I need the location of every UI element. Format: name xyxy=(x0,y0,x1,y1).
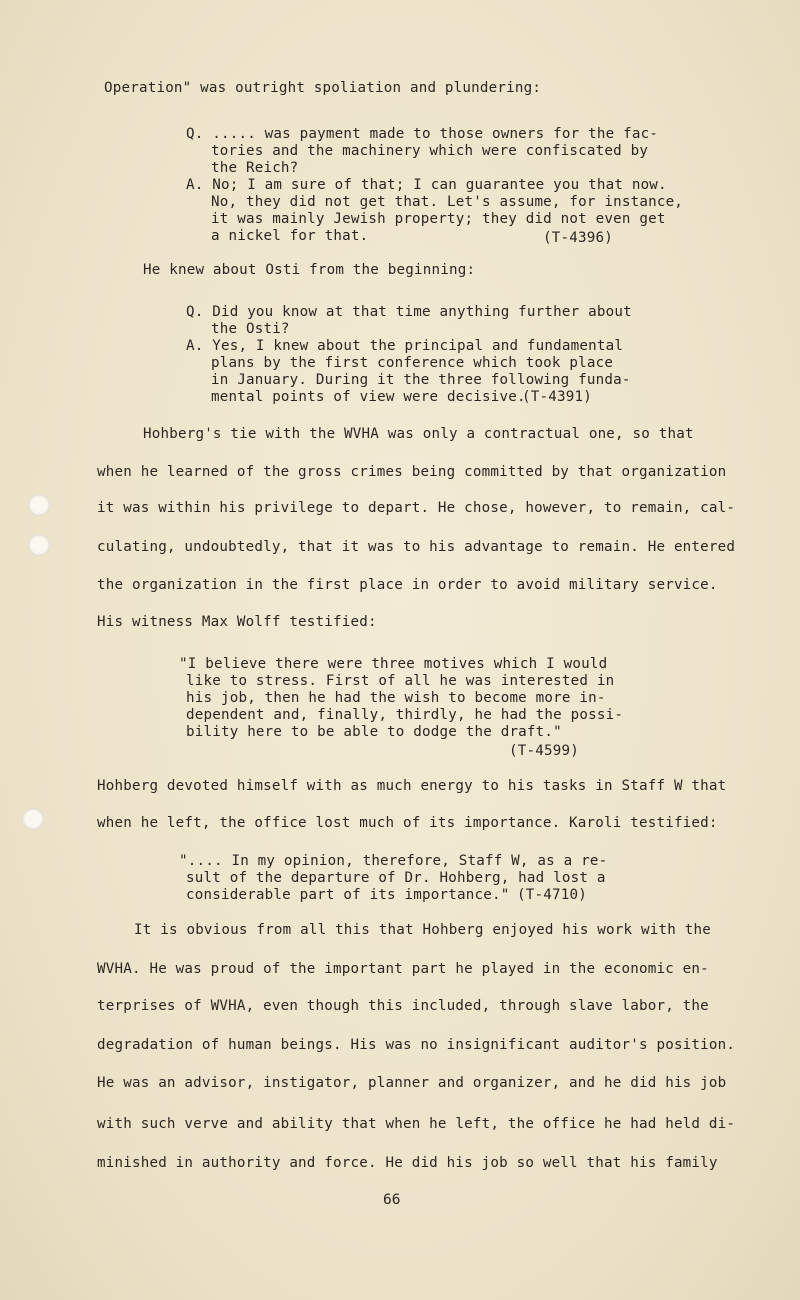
text-line: Hohberg devoted himself with as much energy to his tasks in Staff W that xyxy=(97,778,727,794)
text-line: it was within his privilege to depart. He chose, however, to remain, cal- xyxy=(97,500,736,516)
text-line: with such verve and ability that when he left, the office he had held di- xyxy=(97,1116,736,1132)
text-line: when he learned of the gross crimes being committed by that organization xyxy=(97,464,727,480)
osti-intro: He knew about Osti from the beginning: xyxy=(143,262,476,278)
citation: (T-4710) xyxy=(517,887,587,903)
qa-line: tories and the machinery which were confiscated by xyxy=(211,143,649,159)
text-line: terprises of WVHA, even though this included, through slave labor, the xyxy=(97,998,709,1014)
quote-line: bility here to be able to dodge the draft." xyxy=(186,724,562,740)
qa-line: it was mainly Jewish property; they did not even get xyxy=(211,211,666,227)
quote-line: sult of the departure of Dr. Hohberg, had lost a xyxy=(186,870,606,886)
qa-line: in January. During it the three following funda- xyxy=(211,372,631,388)
citation: (T-4396) xyxy=(543,230,613,246)
text-line: WVHA. He was proud of the important part he played in the economic en- xyxy=(97,961,709,977)
text-line: It is obvious from all this that Hohberg enjoyed his work with the xyxy=(134,922,711,938)
qa-line: plans by the first conference which took place xyxy=(211,355,614,371)
quote-line: "I believe there were three motives which I would xyxy=(179,656,608,672)
punch-hole xyxy=(28,494,50,516)
qa-line: the Osti? xyxy=(211,321,290,337)
qa-line: A. No; I am sure of that; I can guarantee you that now. xyxy=(186,177,667,193)
qa-line: A. Yes, I knew about the principal and fundamental xyxy=(186,338,624,354)
qa-line: Q. Did you know at that time anything further about xyxy=(186,304,632,320)
quote-line: like to stress. First of all he was interested in xyxy=(186,673,615,689)
quote-line: dependent and, finally, thirdly, he had the possi- xyxy=(186,707,624,723)
qa-line: a nickel for that. xyxy=(211,228,369,244)
punch-hole xyxy=(22,808,44,830)
text-line: Hohberg's tie with the WVHA was only a contractual one, so that xyxy=(143,426,694,442)
citation: (T-4391) xyxy=(522,389,592,405)
text-line: culating, undoubtedly, that it was to his advantage to remain. He entered xyxy=(97,539,736,555)
page-number: 66 xyxy=(383,1192,401,1208)
text-line: when he left, the office lost much of its importance. Karoli testified: xyxy=(97,815,718,831)
qa-line: the Reich? xyxy=(211,160,299,176)
text-line: degradation of human beings. His was no insignificant auditor's position. xyxy=(97,1037,736,1053)
quote-line: considerable part of its importance." xyxy=(186,887,510,903)
text-line: minished in authority and force. He did his job so well that his family xyxy=(97,1155,718,1171)
intro-line: Operation" was outright spoliation and plundering: xyxy=(104,80,542,96)
text-line: He was an advisor, instigator, planner and organizer, and he did his job xyxy=(97,1075,727,1091)
punch-hole xyxy=(28,534,50,556)
qa-line: mental points of view were decisive. xyxy=(211,389,526,405)
text-line: the organization in the first place in order to avoid military service. xyxy=(97,577,718,593)
qa-line: No, they did not get that. Let's assume, for instance, xyxy=(211,194,684,210)
citation: (T-4599) xyxy=(509,743,579,759)
quote-line: ".... In my opinion, therefore, Staff W, as a re- xyxy=(179,853,608,869)
quote-line: his job, then he had the wish to become more in- xyxy=(186,690,606,706)
qa-line: Q. ..... was payment made to those owners for the fac- xyxy=(186,126,659,142)
text-line: His witness Max Wolff testified: xyxy=(97,614,377,630)
